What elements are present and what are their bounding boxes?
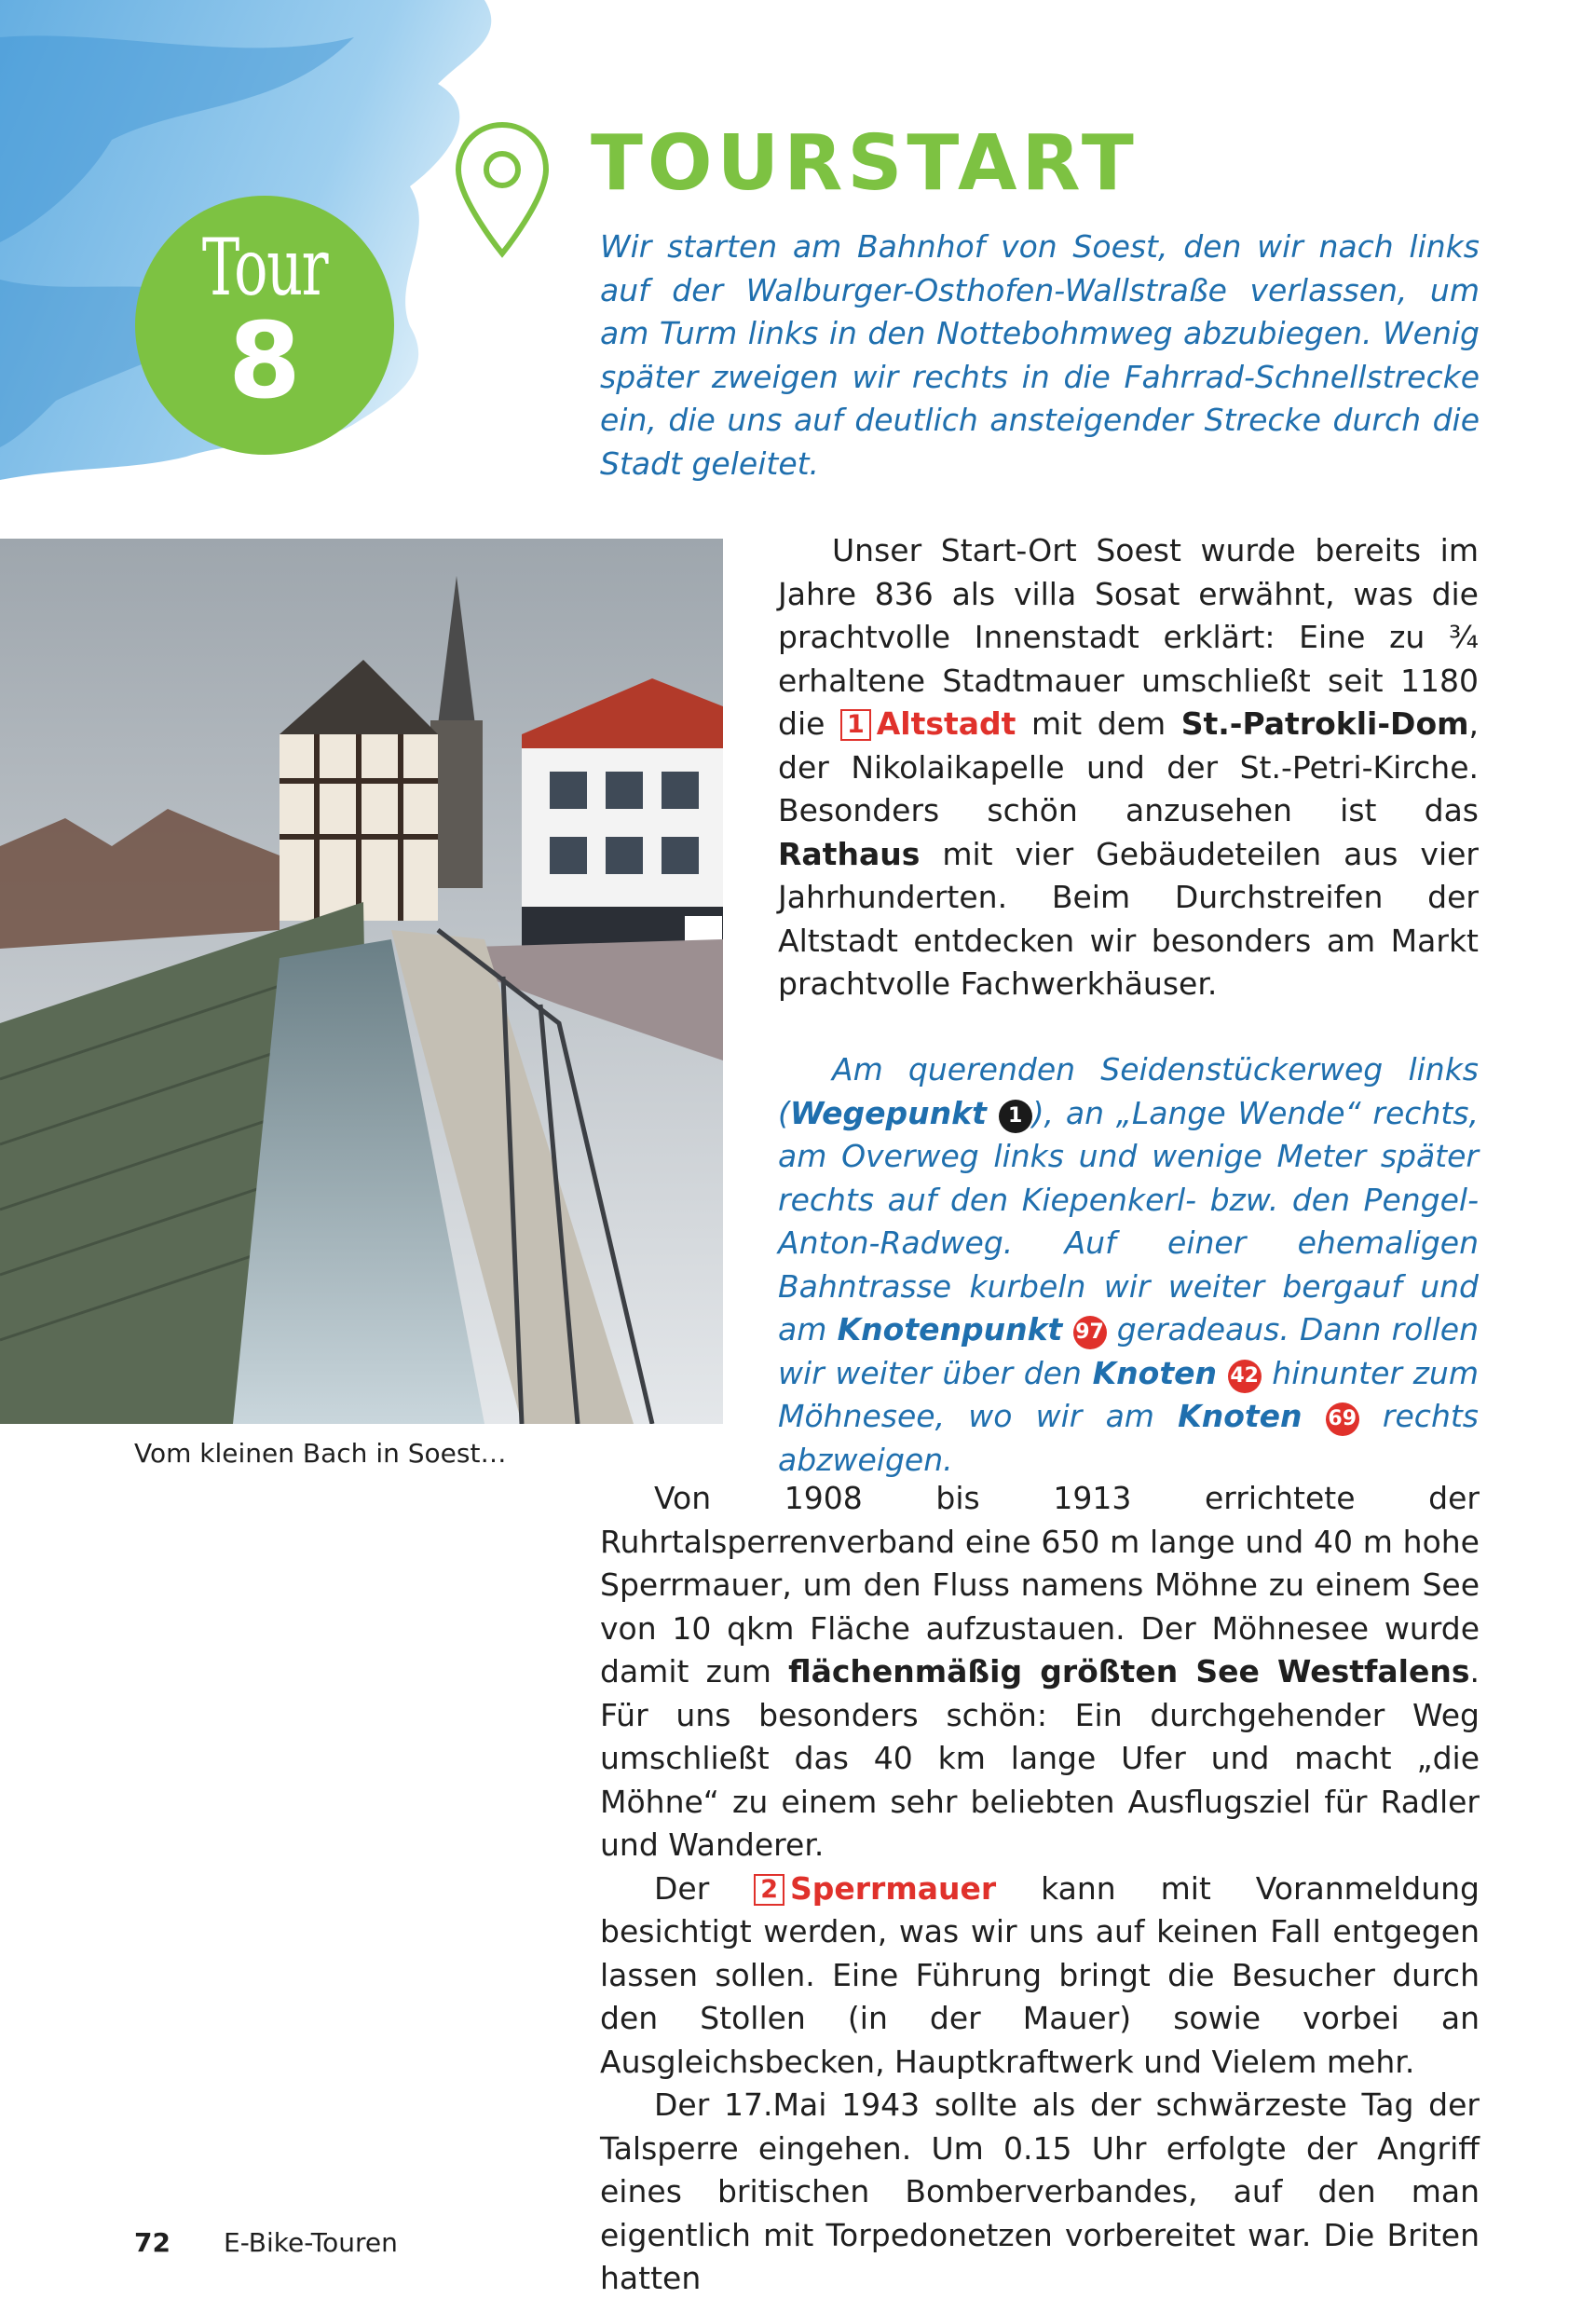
paragraph-moehnesee — [600, 1477, 1480, 1867]
p2-bold-wegepunkt: Wegepunkt — [789, 1094, 987, 1131]
paragraph-soest — [778, 529, 1479, 1006]
location-pin-icon — [451, 119, 553, 259]
tour-badge-word: Tour — [201, 222, 328, 313]
p2-bold-knoten-69: Knoten — [1178, 1398, 1303, 1434]
p1-text-2: mit dem — [1016, 705, 1181, 742]
map-marker-2: 2 — [754, 1874, 784, 1906]
p4-text-2: kann mit Voranmeldung besichtigt werden, was wir uns auf keinen Fall entgegen lassen sollen. Eine Führung bringt die Besucher durch den Stollen (in der Mauer) sowie vorbei an Ausgleichsbecken, Hauptkraftwerk und Vielem mehr. — [600, 1869, 1480, 2080]
p3-text-2: . Für uns besonders schön: Ein durchgehender Weg umschließt das 40 km lange Ufer und macht „die Möhne“ zu einem sehr beliebten Ausflugsziel für Radler und Wanderer. — [600, 1653, 1480, 1863]
page-heading: TOURSTART — [591, 119, 1139, 208]
p3-text-1: Von 1908 bis 1913 errichtete der Ruhrtalsperrenverband eine 650 m lange und 40 m hohe Sperrmauer, um den Fluss namens Möhne zu einem See von 10 qkm Fläche aufzustauen. Der Möhnesee wurde damit zum — [600, 1480, 1480, 1690]
p4-text-1: Der — [654, 1869, 755, 1907]
paragraph-route — [778, 1048, 1479, 1482]
page-number: 72 — [134, 2227, 171, 2258]
p1-text-4: mit vier Gebäudeteilen aus vier Jahrhunderten. Beim Durchstreifen der Altstadt entdecken wir besonders am Markt prachtvolle Fachwerkhäuser. — [778, 835, 1479, 1002]
map-marker-1: 1 — [840, 709, 871, 741]
poi-sperrmauer: Sperrmauer — [790, 1869, 997, 1907]
node-69-icon: 69 — [1326, 1402, 1359, 1436]
p2-text-4: hinunter zum Möhnesee, wo wir am — [778, 1354, 1479, 1434]
p5-text: Der 17.Mai 1943 sollte als der schwärzeste Tag der Talsperre eingehen. Um 0.15 Uhr erfolgte der Angriff eines britischen Bomberverbandes, auf den man eigentlich mit Torpedonetzen vorbereitet war. Die Briten hatten — [600, 2086, 1480, 2296]
waypoint-1-icon: 1 — [999, 1100, 1032, 1133]
paragraph-sperrmauer — [600, 1867, 1480, 2085]
intro-paragraph: Wir starten am Bahnhof von Soest, den wir nach links auf der Walburger-Osthofen-Wallstraße verlassen, um am Turm links in den Nottebohmweg abzubiegen. Wenig später zweigen wir rechts in die Fahrrad-Schnellstrecke ein, die uns auf deutlich ansteigender Strecke durch die Stadt geleitet. — [600, 228, 1480, 482]
p2-bold-knoten-42: Knoten — [1092, 1354, 1217, 1391]
p1-bold-rathaus: Rathaus — [778, 835, 921, 872]
p3-bold: flächenmäßig größten See Westfalens — [788, 1653, 1470, 1690]
body-column-lower — [600, 1477, 1480, 2301]
running-footer-title: E-Bike-Touren — [224, 2227, 398, 2258]
p2-text-1: Am querenden Seidenstückerweg links ( — [778, 1051, 1479, 1131]
photo-caption: Vom kleinen Bach in Soest… — [134, 1438, 507, 1469]
paragraph-1943 — [600, 2084, 1480, 2301]
tour-badge-number: 8 — [228, 301, 301, 422]
node-97-icon: 97 — [1073, 1316, 1107, 1349]
p1-text-3: , der Nikolaikapelle und der St.-Petri-Kirche. Besonders schön anzusehen ist das — [778, 705, 1479, 828]
p1-text-1: Unser Start-Ort Soest wurde bereits im Jahre 836 als villa Sosat erwähnt, was die prachtvolle Innenstadt erklärt: Eine zu ¾ erhaltene Stadtmauer umschließt seit 1180 die — [778, 532, 1479, 742]
p2-text-2: ), an „Lange Wende“ rechts, am Overweg links und wenige Meter später rechts auf den Kiepenkerl- bzw. den Pengel-Anton-Radweg. Auf einer ehemaligen Bahntrasse kurbeln wir weiter bergauf und am — [778, 1094, 1479, 1348]
poi-altstadt: Altstadt — [876, 705, 1016, 742]
p1-bold-dom: St.-Patrokli-Dom — [1180, 705, 1469, 742]
photo-soest-stream — [0, 539, 723, 1424]
node-42-icon: 42 — [1228, 1360, 1262, 1393]
tour-badge — [135, 196, 394, 455]
p2-text-5: rechts abzweigen. — [778, 1398, 1479, 1478]
p2-text-3: geradeaus. Dann rollen wir weiter über den — [778, 1311, 1479, 1391]
p2-bold-knotenpunkt: Knotenpunkt — [837, 1311, 1063, 1348]
